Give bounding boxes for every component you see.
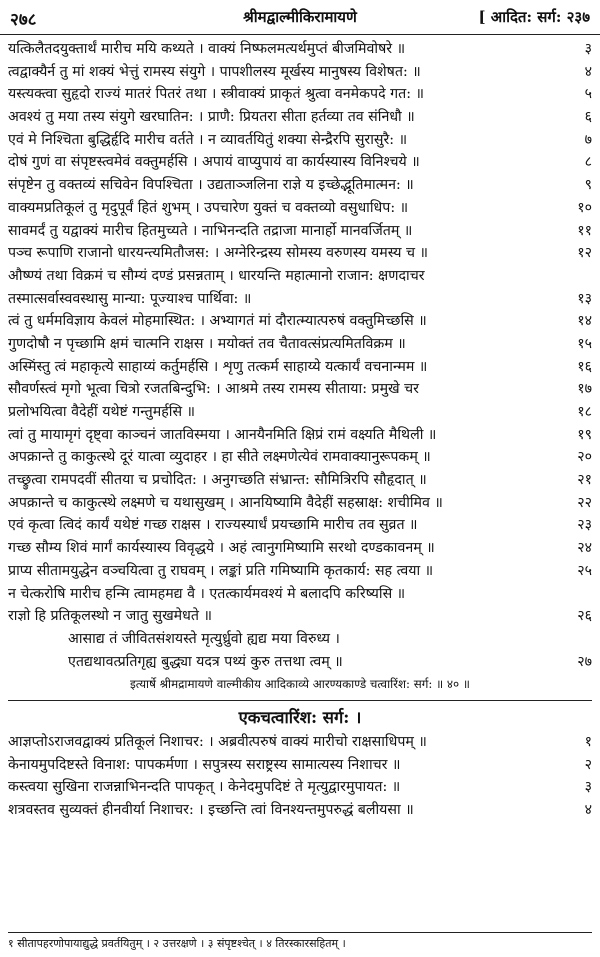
verse-text: वाक्यमप्रतिकूलं तु मृदुपूर्वं हितं शुभम् । उपचारेण युक्तं च वक्तव्यो वसुधाधिप: ॥ bbox=[8, 199, 409, 216]
verse-text: एतद्यथावत्प्रतिगृह्य बुद्ध्या यदत्र पथ्यं कुरु तत्तथा त्वम् ॥ bbox=[68, 653, 343, 670]
verse-line bbox=[8, 197, 592, 220]
verse-number: १७ bbox=[577, 381, 592, 398]
verse-text: अवश्यं तु मया तस्य संयुगे खरघातिन: । प्राणै: प्रियतरा सीता हर्तव्या तव संनिधौ ॥ bbox=[8, 109, 415, 126]
verse-line bbox=[8, 174, 592, 197]
verse-text: अपक्रान्ते तु काकुत्स्थे दूरं यात्वा व्युदाहर । हा सीते लक्ष्मणेत्येवं रामवाक्यानुरूपकम् ॥ bbox=[8, 449, 431, 466]
verse-number: ३ bbox=[584, 779, 592, 796]
colophon: इत्यार्षे श्रीमद्रामायणे वाल्मीकीय आदिकाव्ये आरण्यकाण्डे चत्वारिंश: सर्ग: ॥ ४० ॥ bbox=[130, 677, 470, 692]
verse-text: आसाद्य तं जीवितसंशयस्ते मृत्युर्ध्रुवो ह्यद्य मया विरुध्य । bbox=[68, 630, 340, 647]
next-verse-list bbox=[8, 731, 592, 822]
verse-number: ७ bbox=[584, 131, 592, 148]
verse-text: गुणदोषौ न पृच्छामि क्षमं चात्मनि राक्षस । मयोक्तं तव चैतावत्संप्रत्यमितविक्रम ॥ bbox=[8, 335, 406, 352]
verse-number: २२ bbox=[577, 494, 592, 511]
verse-number: ११ bbox=[577, 222, 592, 239]
verse-number: २७ bbox=[577, 653, 592, 670]
verse-number: ८ bbox=[584, 154, 592, 171]
verse-line bbox=[8, 265, 592, 288]
verse-text: सावमर्दं तु यद्वाक्यं मारीच हितमुच्यते । नाभिनन्दति तद्राजा मानार्हो मानवर्जितम् ॥ bbox=[8, 222, 413, 239]
verse-number: १ bbox=[584, 733, 592, 750]
verse-text: दोषं गुणं वा संपृष्टस्त्वमेवं वक्तुमर्हसि । अपायं वाप्युपायं वा कार्यस्यास्य विनिश्चये ॥ bbox=[8, 154, 420, 171]
verse-text: त्वद्वाक्यैर्न तु मां शक्यं भेत्तुं रामस्य संयुगे । पापशीलस्य मूर्खस्य मानुषस्य विशेषत: ॥ bbox=[8, 63, 421, 80]
verse-number: १९ bbox=[577, 426, 592, 443]
verse-line bbox=[8, 288, 592, 311]
verse-line bbox=[8, 310, 592, 333]
verse-line bbox=[8, 651, 592, 674]
verse-line bbox=[8, 83, 592, 106]
sarga-heading: एकचत्वारिंश: सर्ग: । bbox=[238, 707, 362, 727]
verse-line bbox=[8, 776, 592, 799]
verse-line bbox=[8, 333, 592, 356]
verse-line bbox=[8, 560, 592, 583]
verse-line bbox=[8, 401, 592, 424]
divider bbox=[8, 700, 592, 701]
verse-number: ४ bbox=[584, 63, 592, 80]
verse-number: २१ bbox=[577, 472, 592, 489]
verse-text: अस्मिंस्तु त्वं महाकृत्ये साहाय्यं कर्तुमर्हसि । शृणु तत्कर्म साहाय्ये यत्कार्यं वचनान्मम ॥ bbox=[8, 358, 428, 375]
verse-line bbox=[8, 38, 592, 61]
verse-line bbox=[8, 106, 592, 129]
verse-text: प्राप्य सीतामयुद्धेन वञ्चयित्वा तु राघवम् । लङ्कां प्रति गमिष्यामि कृतकार्य: सह त्वया ॥ bbox=[8, 562, 434, 579]
verse-line bbox=[8, 537, 592, 560]
verse-text: केनायमुपदिष्टस्ते विनाश: पापकर्मणा । सपुत्रस्य सराष्ट्रस्य सामात्यस्य निशाचर ॥ bbox=[8, 756, 401, 773]
footnotes: १ सीतापहरणोपायाद्युद्धे प्रवर्तयितुम् । २ उत्तरक्षणे । ३ संपृष्टश्चेत् । ४ तिरस्कारसहितम् । bbox=[8, 932, 592, 951]
section-ref: [ आदित: सर्ग: २३७ bbox=[478, 8, 590, 26]
verse-line bbox=[8, 446, 592, 469]
verse-text: तस्मात्सर्वास्ववस्थासु मान्या: पूज्याश्च पार्थिवा: ॥ bbox=[8, 290, 252, 307]
verse-number: ३ bbox=[584, 41, 592, 57]
verse-line bbox=[8, 151, 592, 174]
verse-text: पञ्च रूपाणि राजानो धारयन्त्यमितौजस: । अग्नेरिन्द्रस्य सोमस्य वरुणस्य यमस्य च ॥ bbox=[8, 245, 429, 262]
verse-number: ९ bbox=[584, 177, 592, 194]
verse-line bbox=[8, 242, 592, 265]
verse-list bbox=[8, 38, 592, 673]
verse-text: न चेत्करोषि मारीच हन्मि त्वामहमद्य वै । एतत्कार्यमवश्यं मे बलादपि करिष्यसि ॥ bbox=[8, 585, 406, 602]
verse-line bbox=[8, 378, 592, 401]
verse-number: २३ bbox=[577, 517, 592, 534]
verse-line bbox=[8, 628, 592, 651]
verse-text: शत्रवस्तव सुव्यक्तं हीनवीर्या निशाचर: । इच्छन्ति त्वां विनश्यन्तमुपरुद्धं बलीयसा ॥ bbox=[8, 802, 414, 818]
verse-text: गच्छ सौम्य शिवं मार्गं कार्यस्यास्य विवृद्धये । अहं त्वानुगमिष्यामि सरथो दण्डकावनम् ॥ bbox=[8, 540, 435, 557]
verse-line bbox=[8, 424, 592, 447]
verse-text: तच्छ्रुत्वा रामपदवीं सीतया च प्रचोदित: । अनुगच्छति संभ्रान्त: सौमित्रिरपि सौहृदात् ॥ bbox=[8, 472, 427, 489]
verse-text: यस्त्यक्त्वा सुहृदो राज्यं मातरं पितरं तथा । स्त्रीवाक्यं प्राकृतं श्रुत्वा वनमेकपदे गत: ॥ bbox=[8, 86, 425, 103]
verse-number: १६ bbox=[577, 358, 592, 375]
verse-number: १८ bbox=[577, 404, 592, 420]
verse-text: सौवर्णस्त्वं मृगो भूत्वा चित्रो रजतबिन्दुभि: । आश्रमे तस्य रामस्य सीताया: प्रमुखे चर bbox=[8, 381, 419, 398]
verse-text: कस्त्वया सुखिना राजन्नाभिनन्दति पापकृत् । केनेदमुपदिष्टं ते मृत्युद्वारमुपायत: ॥ bbox=[8, 779, 401, 796]
verse-line bbox=[8, 129, 592, 152]
verse-number: २५ bbox=[577, 562, 592, 579]
verse-number: १५ bbox=[577, 335, 592, 352]
book-title: श्रीमद्वाल्मीकिरामायणे bbox=[243, 8, 357, 26]
verse-text: अपक्रान्ते च काकुत्स्थे लक्ष्मणे च यथासुखम् । आनयिष्यामि वैदेहीं सहस्राक्ष: शचीमिव ॥ bbox=[8, 494, 443, 511]
verse-text: एवं कृत्वा त्विदं कार्यं यथेष्टं गच्छ राक्षस । राज्यस्यार्धं प्रयच्छामि मारीच तव सुव्रत ॥ bbox=[8, 517, 418, 534]
verse-line bbox=[8, 356, 592, 379]
page-body bbox=[8, 38, 592, 822]
verse-text: संपृष्टेन तु वक्तव्यं सचिवेन विपश्चिता । उद्यताञ्जलिना राज्ञे य इच्छेद्भूतिमात्मन: ॥ bbox=[8, 177, 414, 194]
verse-text: त्वं तु धर्ममविज्ञाय केवलं मोहमास्थित: । अभ्यागतं मां दौरात्म्यात्परुषं वक्तुमिच्छसि ॥ bbox=[8, 313, 427, 330]
verse-number: ६ bbox=[584, 109, 592, 126]
verse-number: २ bbox=[584, 756, 592, 773]
verse-line bbox=[8, 469, 592, 492]
verse-number: १२ bbox=[577, 245, 592, 262]
verse-line bbox=[8, 605, 592, 628]
verse-number: ४ bbox=[584, 802, 592, 818]
verse-line bbox=[8, 514, 592, 537]
verse-number: २४ bbox=[577, 540, 592, 557]
verse-line bbox=[8, 799, 592, 822]
verse-number: १० bbox=[577, 199, 592, 216]
verse-text: राज्ञो हि प्रतिकूलस्थो न जातु सुखमेधते ॥ bbox=[8, 608, 212, 625]
verse-line bbox=[8, 220, 592, 243]
verse-number: १४ bbox=[577, 313, 592, 330]
page-number: २७८ bbox=[10, 10, 37, 30]
verse-line bbox=[8, 61, 592, 84]
verse-text: एवं मे निश्चिता बुद्धिर्हृदि मारीच वर्तते । न व्यावर्तयितुं शक्या सेन्द्रैरपि सुरासुरै: ॥ bbox=[8, 131, 408, 148]
page-header bbox=[0, 0, 600, 35]
verse-line bbox=[8, 492, 592, 515]
verse-number: ५ bbox=[584, 86, 592, 103]
verse-text: औष्ण्यं तथा विक्रमं च सौम्यं दण्डं प्रसन्नताम् । धारयन्ति महात्मानो राजान: क्षणदाचर bbox=[8, 267, 425, 284]
verse-text: आज्ञप्तोऽराजवद्वाक्यं प्रतिकूलं निशाचर: । अब्रवीत्परुषं वाक्यं मारीचो राक्षसाधिपम् ॥ bbox=[8, 733, 427, 750]
verse-text: यत्किलैतदयुक्तार्थं मारीच मयि कथ्यते । वाक्यं निष्फलमत्यर्थमुप्तं बीजमिवोषरे ॥ bbox=[8, 41, 406, 57]
verse-number: १३ bbox=[577, 290, 592, 307]
verse-line bbox=[8, 731, 592, 754]
verse-number: २६ bbox=[577, 608, 592, 625]
verse-line bbox=[8, 583, 592, 606]
verse-number: २० bbox=[577, 449, 592, 466]
verse-text: प्रलोभयित्वा वैदेहीं यथेष्टं गन्तुमर्हसि ॥ bbox=[8, 404, 196, 420]
verse-line bbox=[8, 754, 592, 777]
verse-text: त्वां तु मायामृगं दृष्ट्वा काञ्चनं जातविस्मया । आनयैनमिति क्षिप्रं रामं वक्ष्यति मैथिली ॥ bbox=[8, 426, 437, 443]
